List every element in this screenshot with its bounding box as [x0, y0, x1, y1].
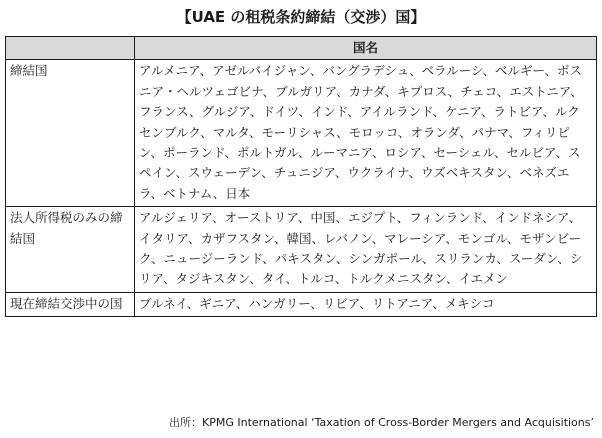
table-row	[6, 292, 597, 316]
row-category-negotiating: 現在締結交渉中の国	[6, 292, 135, 316]
row-countries-corporate-only: アルジェリア、オーストリア、中国、エジプト、フィンランド、インドネシア、イタリア、カザフスタン、韓国、レバノン、マレーシア、モンゴル、モザンビーク、ニュージーランド、パキスタン、シンガポール、スリランカ、スーダン、シリア、タジキスタン、タイ、トルコ、トルクメニスタン、イエメン	[135, 207, 597, 293]
country-name-header: 国名	[135, 37, 597, 60]
category-header-cell	[6, 37, 135, 60]
table-title: 【UAE の租税条約締結（交渉）国】	[176, 8, 426, 26]
table-row	[6, 207, 597, 293]
row-countries-concluded: アルメニア、アゼルバイジャン、バングラデシュ、ベラルーシ、ベルギー、ボスニア・ヘルツェゴビナ、ブルガリア、カナダ、キプロス、チェコ、エストニア、フランス、グルジア、ドイツ、インド、アイルランド、ケニア、ラトビア、ルクセンブルク、マルタ、モーリシャス、モロッコ、オランダ、パナマ、フィリピン、ポーランド、ポルトガル、ルーマニア、ロシア、セーシェル、セルビア、スペイン、スウェーデン、チュニジア、ウクライナ、ウズベキスタン、ベネズエラ、ベトナム、日本	[135, 60, 597, 207]
row-category-corporate-only: 法人所得税のみの締結国	[6, 207, 135, 293]
row-category-concluded: 締結国	[6, 60, 135, 207]
tax-treaty-table	[5, 36, 597, 317]
table-row	[6, 60, 597, 207]
row-countries-negotiating: ブルネイ、ギニア、ハンガリー、リビア、リトアニア、メキシコ	[135, 292, 597, 316]
table-header-row	[6, 37, 597, 60]
source-note: 出所：KPMG International ‘Taxation of Cross-Border Mergers and Acquisitions’	[169, 416, 594, 429]
